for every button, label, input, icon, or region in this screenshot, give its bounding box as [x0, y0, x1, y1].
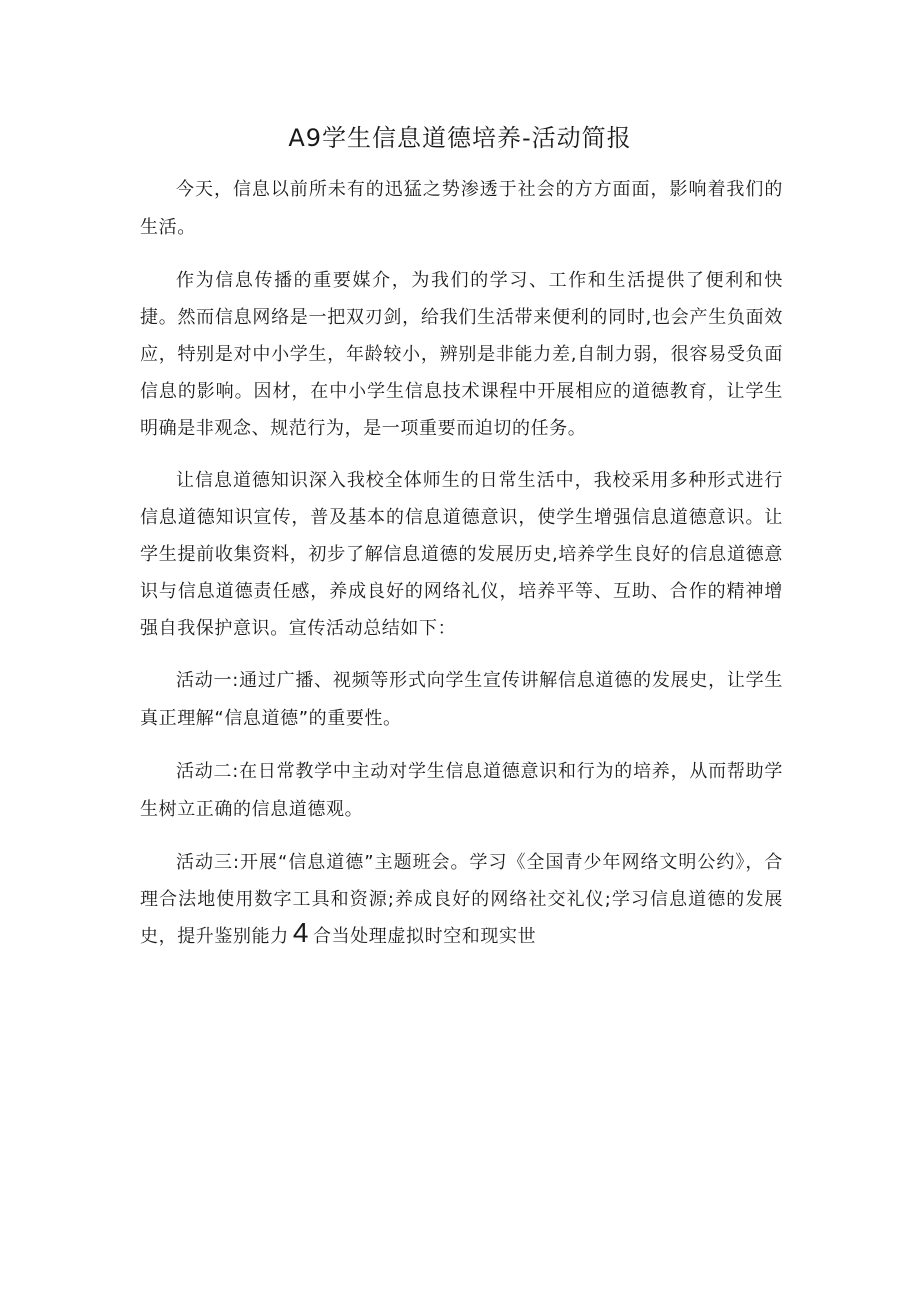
paragraph-activity-one: 活动一:通过广播、视频等形式向学生宣传讲解信息道德的发展史，让学生真正理解“信息道德”的重要性。: [140, 670, 783, 729]
paragraph-activity-three: [140, 844, 783, 955]
document-body: [140, 171, 783, 970]
paragraph-campaign: 让信息道德知识深入我校全体师生的日常生活中，我校采用多种形式进行信息道德知识宣传，普及基本的信息道德意识，使学生增强信息道德意识。让学生提前收集资料，初步了解信息道德的发展历史,培养学生良好的信息道德意识与信息道德责任感，养成良好的网络礼仪，培养平等、互助、合作的精神增强自我保护意识。宣传活动总结如下：: [140, 470, 783, 639]
paragraph-media: 作为信息传播的重要媒介，为我们的学习、工作和生活提供了便利和快捷。然而信息网络是一把双刃剑，给我们生活带来便利的同时,也会产生负面效应，特别是对中小学生，年龄较小，辨别是非能力差,自制力弱，很容易受负面信息的影响。因材，在中小学生信息技术课程中开展相应的道德教育，让学生明确是非观念、规范行为，是一项重要而迫切的任务。: [140, 270, 783, 439]
paragraph-intro: 今天，信息以前所未有的迅猛之势渗透于社会的方方面面，影响着我们的生活。: [140, 179, 783, 238]
document-title: A9学生信息道德培养-活动简报: [288, 124, 632, 152]
large-number-glyph: 4: [292, 917, 309, 948]
activity-three-text-end: 合当处理虚拟时空和现实世: [313, 926, 537, 947]
paragraph-activity-two: 活动二:在日常教学中主动对学生信息道德意识和行为的培养，从而帮助学生树立正确的信息道德观。: [140, 761, 783, 820]
activity-three-text-start: 活动三:开展“信息道德”主题班会。学习《全国青少年网络文明公约》，合理合法地使用数字工具和资源;养成良好的网络社交礼仪;学习信息道德的发展史，提升鉴别能力: [140, 852, 784, 947]
